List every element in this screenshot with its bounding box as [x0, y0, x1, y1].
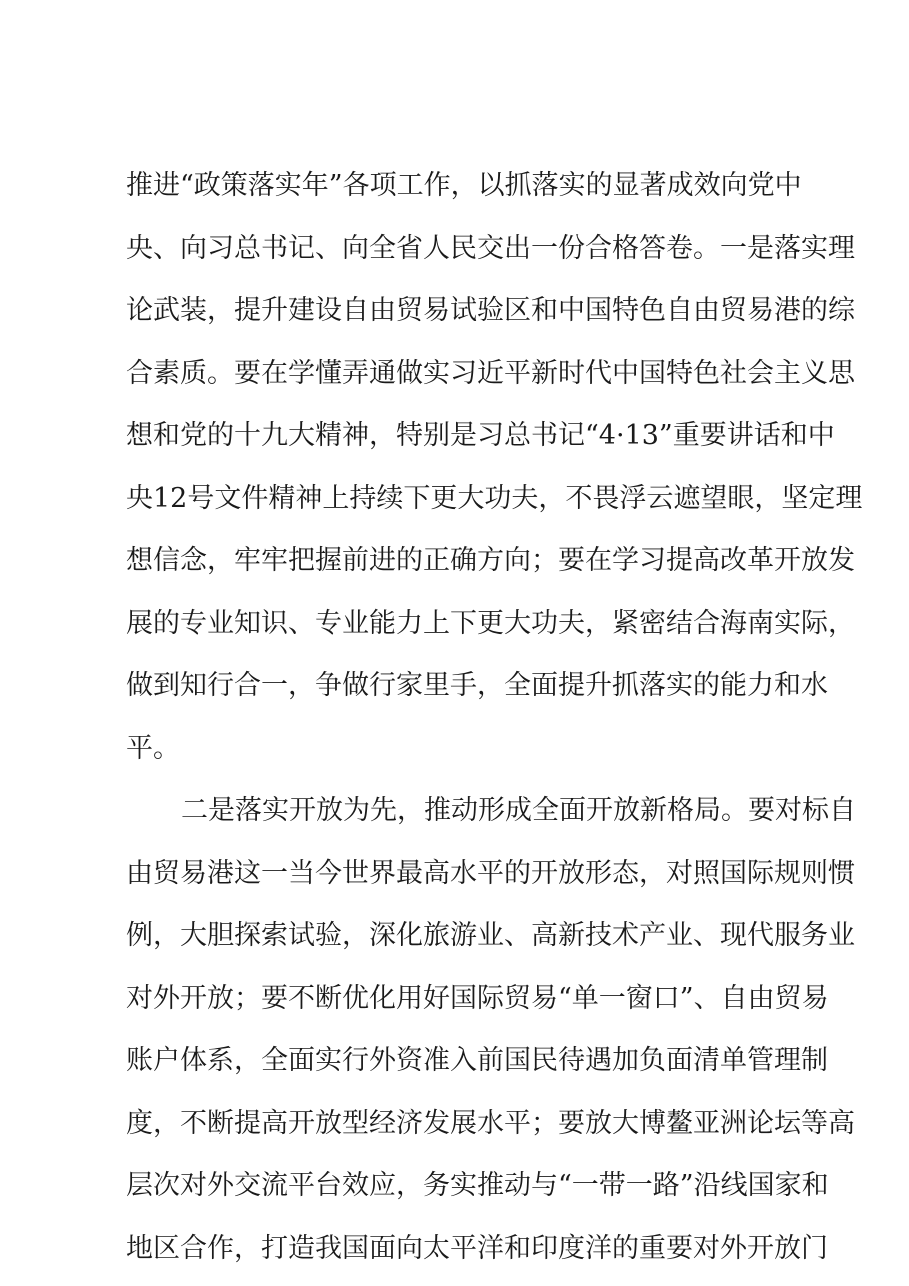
text-line: 央12号文件精神上持续下更大功夫，不畏浮云遮望眼，坚定理 — [126, 483, 863, 514]
text-line: 对外开放；要不断优化用好国际贸易“单一窗口”、自由贸易 — [126, 983, 829, 1014]
text-line: 地区合作，打造我国面向太平洋和印度洋的重要对外开放门 — [126, 1233, 828, 1264]
text-line: 由贸易港这一当今世界最高水平的开放形态，对照国际规则惯 — [126, 858, 855, 889]
text-line: 想信念，牢牢把握前进的正确方向；要在学习提高改革开放发 — [126, 545, 855, 576]
text-line: 论武装，提升建设自由贸易试验区和中国特色自由贸易港的综 — [126, 295, 855, 326]
text-line: 二是落实开放为先，推动形成全面开放新格局。要对标自 — [181, 795, 856, 826]
text-line: 层次对外交流平台效应，务实推动与“一带一路”沿线国家和 — [126, 1170, 829, 1201]
text-line: 央、向习总书记、向全省人民交出一份合格答卷。一是落实理 — [126, 233, 855, 264]
text-line: 想和党的十九大精神，特别是习总书记“4·13”重要讲话和中 — [126, 420, 835, 451]
text-line: 度，不断提高开放型经济发展水平；要放大博鳌亚洲论坛等高 — [126, 1108, 855, 1139]
text-line: 做到知行合一，争做行家里手，全面提升抓落实的能力和水 — [126, 670, 828, 701]
text-line: 账户体系，全面实行外资准入前国民待遇加负面清单管理制 — [126, 1045, 828, 1076]
text-line: 合素质。要在学懂弄通做实习近平新时代中国特色社会主义思 — [126, 358, 855, 389]
text-line: 平。 — [126, 733, 180, 764]
text-line: 推进“政策落实年”各项工作，以抓落实的显著成效向党中 — [126, 170, 802, 201]
text-line: 例，大胆探索试验，深化旅游业、高新技术产业、现代服务业 — [126, 920, 855, 951]
text-line: 展的专业知识、专业能力上下更大功夫，紧密结合海南实际， — [126, 608, 855, 639]
